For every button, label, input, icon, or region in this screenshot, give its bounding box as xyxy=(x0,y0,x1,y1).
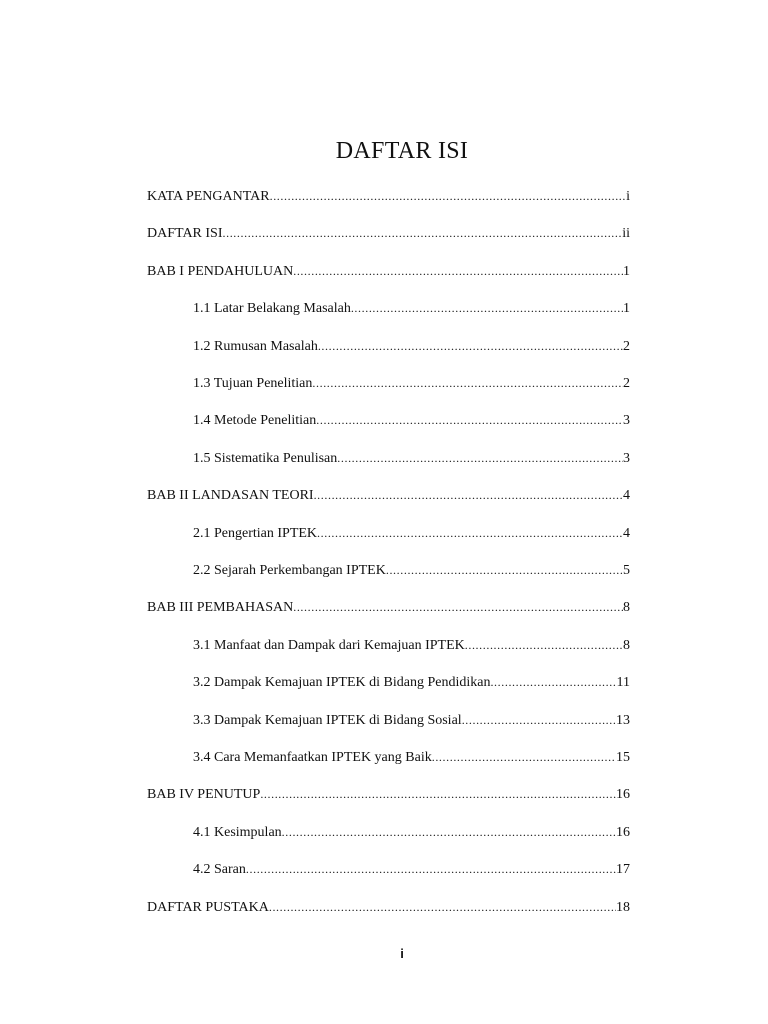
toc-dot-leader xyxy=(293,598,623,616)
toc-entry-page: 13 xyxy=(616,712,630,728)
toc-entry-label: 1.2 Rumusan Masalah xyxy=(193,338,318,354)
toc-entry-label: 2.1 Pengertian IPTEK xyxy=(193,525,318,541)
toc-dot-leader xyxy=(314,486,623,504)
toc-entry-label: 1.4 Metode Penelitian xyxy=(193,413,317,429)
toc-entry-label: BAB I PENDAHULUAN xyxy=(147,263,294,279)
toc-entry-page: 15 xyxy=(616,750,630,765)
toc-entry-label: 3.2 Dampak Kemajuan IPTEK di Bidang Pendidikan xyxy=(193,675,491,691)
toc-entry-label: 2.2 Sejarah Perkembangan IPTEK xyxy=(193,563,386,578)
toc-dot-leader xyxy=(462,711,616,729)
toc-dot-leader xyxy=(317,524,623,542)
toc-entry-label: KATA PENGANTAR xyxy=(147,189,270,204)
toc-dot-leader xyxy=(269,898,616,916)
toc-entry-page: 3 xyxy=(623,450,630,466)
toc-dot-leader xyxy=(223,224,623,242)
toc-entry xyxy=(147,598,630,617)
toc-dot-leader xyxy=(490,673,616,691)
toc-entry xyxy=(193,823,630,842)
toc-entry xyxy=(193,673,630,692)
toc-entry-page: 2 xyxy=(623,376,630,391)
toc-entry-label: 3.4 Cara Memanfaatkan IPTEK yang Baik xyxy=(193,750,432,765)
toc-entry xyxy=(193,299,630,318)
toc-entry-page: 4 xyxy=(623,488,630,504)
page-title: DAFTAR ISI xyxy=(335,138,469,164)
toc-entry xyxy=(147,898,630,917)
toc-dot-leader xyxy=(465,636,623,654)
toc-dot-leader xyxy=(318,337,623,355)
toc-entry-label: 1.5 Sistematika Penulisan xyxy=(193,450,338,466)
toc-entry xyxy=(193,411,630,430)
toc-entry-page: 1 xyxy=(623,263,630,279)
toc-dot-leader xyxy=(312,374,623,392)
toc-entry xyxy=(193,374,630,393)
page-number: i xyxy=(400,946,404,961)
toc-entry-page: 17 xyxy=(616,862,630,878)
toc-entry-label: 1.1 Latar Belakang Masalah xyxy=(193,301,351,317)
toc-entry-label: DAFTAR PUSTAKA xyxy=(147,899,269,915)
toc-entry-page: 11 xyxy=(616,675,630,691)
toc-entry-label: 4.1 Kesimpulan xyxy=(193,824,282,840)
toc-dot-leader xyxy=(386,561,623,579)
toc-entry xyxy=(193,337,630,356)
toc-entry-page: 1 xyxy=(623,301,630,317)
toc-entry-label: 3.1 Manfaat dan Dampak dari Kemajuan IPTEK xyxy=(193,637,465,653)
toc-entry xyxy=(147,262,630,281)
toc-entry xyxy=(193,636,630,655)
toc-entry xyxy=(193,711,630,730)
toc-entry-label: BAB II LANDASAN TEORI xyxy=(147,488,314,504)
toc-entry-page: 16 xyxy=(616,824,630,840)
toc-entry-page: 18 xyxy=(616,899,630,915)
toc-entry-page: 4 xyxy=(623,525,630,541)
toc-entry-label: BAB IV PENUTUP xyxy=(147,787,261,803)
toc-entry xyxy=(193,449,630,468)
toc-entry-page: i xyxy=(626,189,630,204)
toc-dot-leader xyxy=(282,823,616,841)
toc-entry-label: 3.3 Dampak Kemajuan IPTEK di Bidang Sosial xyxy=(193,712,462,728)
toc-dot-leader xyxy=(260,785,616,803)
toc-dot-leader xyxy=(246,860,616,878)
toc-entry-page: 8 xyxy=(623,600,630,616)
toc-entry-label: 4.2 Saran xyxy=(193,862,246,878)
toc-entry xyxy=(193,561,630,580)
toc-entry-page: 3 xyxy=(623,413,630,429)
toc-entry xyxy=(147,785,630,804)
toc-dot-leader xyxy=(337,449,623,467)
toc-entry-page: 2 xyxy=(623,338,630,354)
toc-entry xyxy=(193,860,630,879)
toc-dot-leader xyxy=(270,187,627,205)
toc-entry-label: DAFTAR ISI xyxy=(147,226,223,242)
toc-entry-page: 5 xyxy=(623,563,630,578)
toc-entry-page: 16 xyxy=(616,787,630,803)
toc-entry-label: BAB III PEMBAHASAN xyxy=(147,600,294,616)
toc-entry xyxy=(147,486,630,505)
toc-dot-leader xyxy=(293,262,623,280)
toc-entry-label: 1.3 Tujuan Penelitian xyxy=(193,376,313,391)
toc-dot-leader xyxy=(316,411,623,429)
toc-entry-page: 8 xyxy=(623,637,630,653)
toc-entry-page: ii xyxy=(622,226,630,242)
toc-entry xyxy=(193,748,630,767)
toc-dot-leader xyxy=(351,299,623,317)
toc-dot-leader xyxy=(432,748,616,766)
toc-entry xyxy=(147,224,630,243)
toc-entry xyxy=(147,187,630,206)
toc-entry xyxy=(193,524,630,543)
